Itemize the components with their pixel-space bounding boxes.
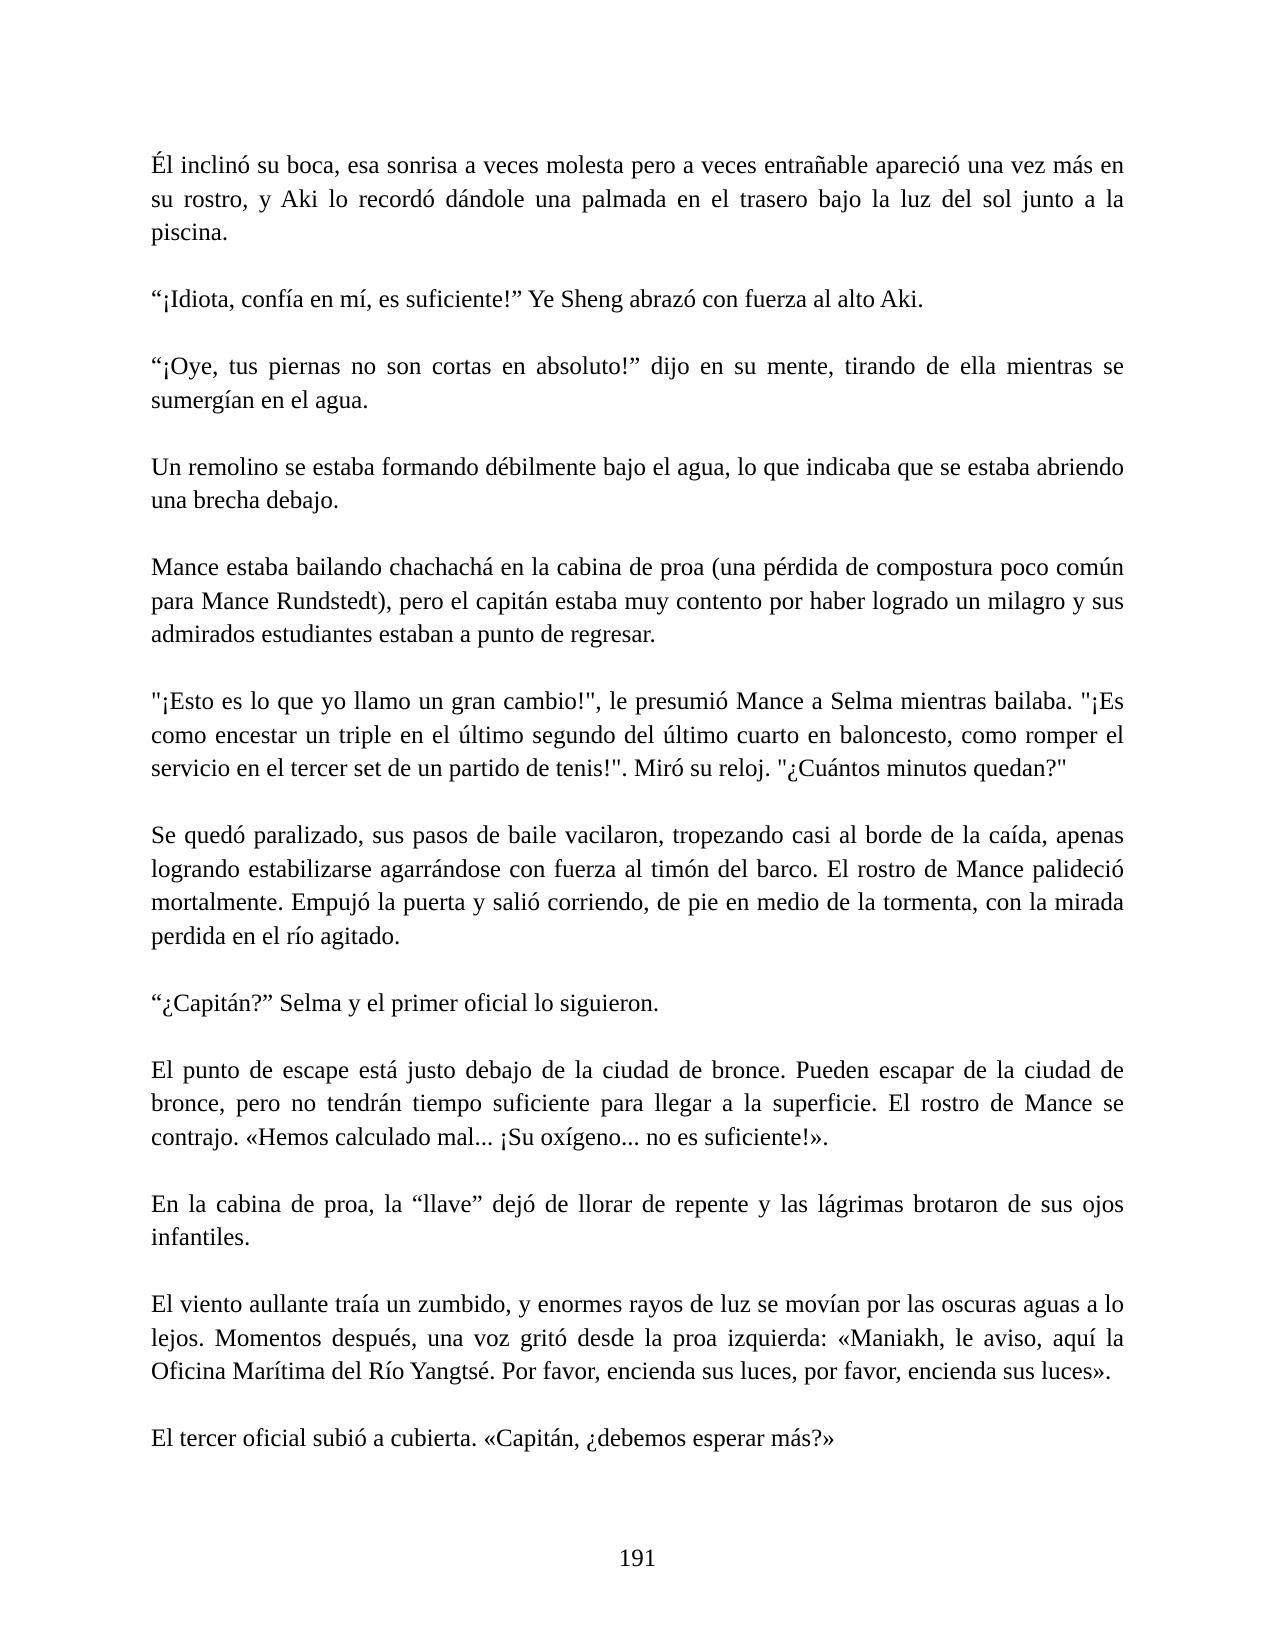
page-body <box>151 149 1124 1489</box>
paragraph: El tercer oficial subió a cubierta. «Capitán, ¿debemos esperar más?» <box>151 1425 835 1452</box>
paragraph: "¡Esto es lo que yo llamo un gran cambio!", le presumió Mance a Selma mientras bailaba. "¡Es como encestar un triple en el último segundo del último cuarto en baloncesto, como romper el servicio en el tercer set de un partido de tenis!". Miró su reloj. "¿Cuántos minutos quedan?" <box>151 688 1124 782</box>
paragraph: “¡Oye, tus piernas no son cortas en absoluto!” dijo en su mente, tirando de ella mientras se sumergían en el agua. <box>151 353 1124 414</box>
paragraph: En la cabina de proa, la “llave” dejó de llorar de repente y las lágrimas brotaron de sus ojos infantiles. <box>151 1190 1124 1251</box>
page-number: 191 <box>618 1545 657 1572</box>
paragraph: Se quedó paralizado, sus pasos de baile vacilaron, tropezando casi al borde de la caída, apenas logrando estabilizarse agarrándose con fuerza al timón del barco. El rostro de Mance palideció mortalmente. Empujó la puerta y salió corriendo, de pie en medio de la tormenta, con la mirada perdida en el río agitado. <box>151 822 1124 950</box>
paragraph: El punto de escape está justo debajo de la ciudad de bronce. Pueden escapar de la ciudad de bronce, pero no tendrán tiempo suficiente para llegar a la superficie. El rostro de Mance se contrajo. «Hemos calculado mal... ¡Su oxígeno... no es suficiente!». <box>151 1056 1124 1151</box>
paragraph: Mance estaba bailando chachachá en la cabina de proa (una pérdida de compostura poco común para Mance Rundstedt), pero el capitán estaba muy contento por haber logrado un milagro y sus admirados estudiantes estaban a punto de regresar. <box>151 554 1124 648</box>
paragraph: “¡Idiota, confía en mí, es suficiente!” Ye Sheng abrazó con fuerza al alto Aki. <box>151 286 924 313</box>
paragraph: Él inclinó su boca, esa sonrisa a veces molesta pero a veces entrañable apareció una vez más en su rostro, y Aki lo recordó dándole una palmada en el trasero bajo la luz del sol junto a la piscina. <box>151 152 1124 246</box>
paragraph: El viento aullante traía un zumbido, y enormes rayos de luz se movían por las oscuras aguas a lo lejos. Momentos después, una voz gritó desde la proa izquierda: «Maniakh, le aviso, aquí la Oficina Marítima del Río Yangtsé. Por favor, encienda sus luces, por favor, encienda sus luces». <box>151 1291 1124 1385</box>
paragraph: “¿Capitán?” Selma y el primer oficial lo siguieron. <box>151 989 660 1017</box>
paragraph: Un remolino se estaba formando débilmente bajo el agua, lo que indicaba que se estaba abriendo una brecha debajo. <box>151 453 1124 514</box>
